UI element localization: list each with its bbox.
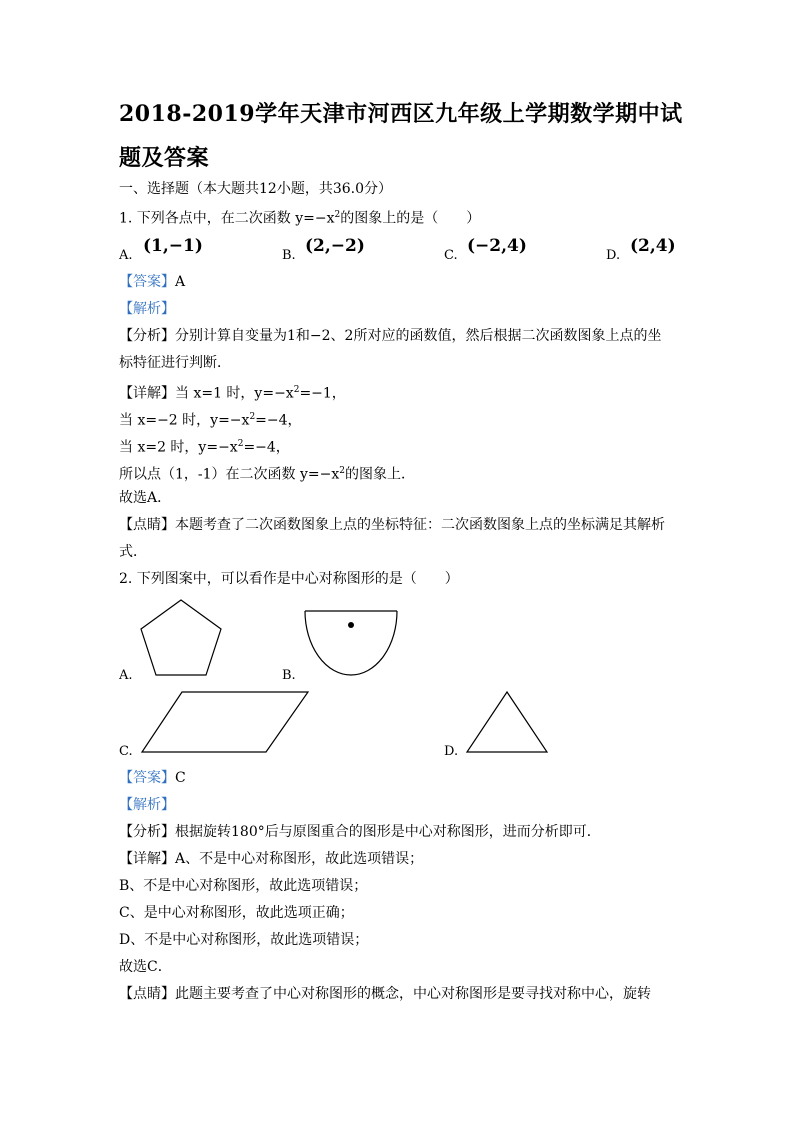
triangle-icon [465,690,549,754]
q2-option-c-letter: C. [119,744,133,759]
q1-fenxi-line1: 【分析】分别计算自变量为1和−2、2所对应的函数值，然后根据二次函数图象上点的坐 [119,328,662,344]
q1-option-c-value: (−2,4) [467,236,527,256]
pentagon-icon [138,598,228,680]
q1-answer: 【答案】A [119,274,186,290]
q1-comment-line2: 式． [119,544,147,560]
q1-option-b-letter: B. [282,248,296,263]
q2-fenxi-line1: 【分析】根据旋转180°后与原图重合的图形是中心对称图形，进而分析即可． [119,824,601,840]
q2-detail-line2: B、不是中心对称图形，故此选项错误； [119,878,368,894]
q1-detail-line3: 当 x=2 时，$y=-x^2=-4$， [119,439,290,456]
q1-stem: 1. 下列各点中，在二次函数 $y=-x^2$的图象上的是（ ） [119,210,481,227]
q1-option-d-value: (2,4) [630,236,676,256]
q2-detail-line4: D、不是中心对称图形，故此选项错误； [119,932,369,948]
q2-detail-line1: 【详解】A、不是中心对称图形，故此选项错误； [119,851,424,867]
q1-option-d-letter: D. [606,248,621,263]
q1-comment-line1: 【点睛】本题考查了二次函数图象上点的坐标特征：二次函数图象上点的坐标满足其解析 [119,517,665,533]
q1-detail-line2: 当 x=−2 时，$y=-x^2=-4$， [119,412,302,429]
page-title: 2018-2019学年天津市河西区九年级上学期数学期中试题及答案 [119,101,683,171]
q1-option-a-letter: A. [119,248,133,263]
q2-analysis-tag: 【解析】 [119,797,175,813]
q1-analysis-tag: 【解析】 [119,301,175,317]
parallelogram-icon [140,690,310,754]
semicircle-with-dot-icon [303,608,399,676]
q1-detail-line4: 所以点（1，-1）在二次函数 $y=-x^2$的图象上． [119,466,415,483]
q1-option-a-value: (1,−1) [143,236,203,256]
q2-option-a-letter: A. [119,668,133,683]
q2-answer: 【答案】C [119,770,186,786]
q2-option-d-letter: D. [444,744,459,759]
q2-comment-line1: 【点睛】此题主要考查了中心对称图形的概念，中心对称图形是要寻找对称中心，旋转 [119,986,651,1002]
q1-conclusion: 故选A． [119,490,172,506]
q1-fenxi-line2: 标特征进行判断． [119,355,231,371]
q1-detail-line1: 【详解】当 x=1 时，$y=-x^2=-1$， [119,385,346,402]
q1-option-b-value: (2,−2) [305,236,365,256]
q2-stem: 2. 下列图案中，可以看作是中心对称图形的是（ ） [119,571,459,587]
q2-option-b-letter: B. [282,668,296,683]
section-heading: 一、选择题（本大题共12小题，共36.0分） [119,181,392,197]
q2-conclusion: 故选C． [119,959,172,975]
q1-option-c-letter: C. [444,248,458,263]
q2-detail-line3: C、是中心对称图形，故此选项正确； [119,905,354,921]
